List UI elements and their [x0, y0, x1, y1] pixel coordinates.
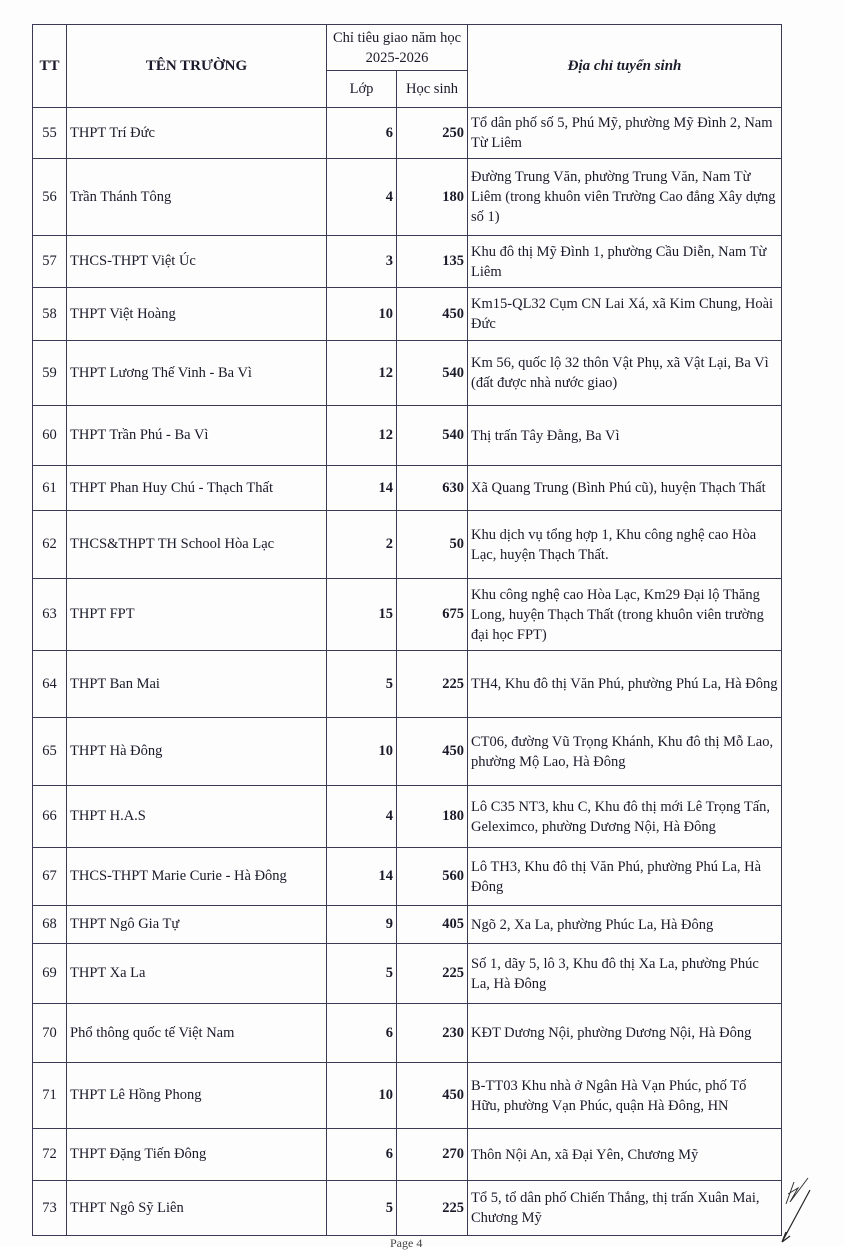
school-name: THPT Ngô Gia Tự: [67, 906, 327, 944]
header-classes: Lớp: [327, 71, 397, 108]
school-name: THPT Hà Đông: [67, 718, 327, 786]
student-count: 560: [397, 848, 468, 906]
school-name: Phổ thông quốc tế Việt Nam: [67, 1004, 327, 1063]
school-quota-table: [32, 24, 782, 1236]
student-count: 225: [397, 1181, 468, 1236]
table-row: [33, 944, 782, 1004]
class-count: 10: [327, 288, 397, 341]
student-count: 540: [397, 406, 468, 466]
table-row: [33, 511, 782, 579]
admission-address: CT06, đường Vũ Trọng Khánh, Khu đô thị Mỗ Lao, phường Mộ Lao, Hà Đông: [468, 718, 782, 786]
row-index: 68: [33, 906, 67, 944]
student-count: 225: [397, 651, 468, 718]
student-count: 230: [397, 1004, 468, 1063]
row-index: 69: [33, 944, 67, 1004]
admission-address: Đường Trung Văn, phường Trung Văn, Nam Từ Liêm (trong khuôn viên Trường Cao đẳng Xây dựng số 1): [468, 159, 782, 236]
table-row: [33, 718, 782, 786]
class-count: 6: [327, 1004, 397, 1063]
table-row: [33, 579, 782, 651]
class-count: 2: [327, 511, 397, 579]
header-address: Địa chỉ tuyển sinh: [468, 25, 782, 108]
admission-address: Thị trấn Tây Đằng, Ba Vì: [468, 406, 782, 466]
row-index: 71: [33, 1063, 67, 1129]
school-name: THCS-THPT Marie Curie - Hà Đông: [67, 848, 327, 906]
class-count: 14: [327, 466, 397, 511]
row-index: 63: [33, 579, 67, 651]
school-name: THPT Ngô Sỹ Liên: [67, 1181, 327, 1236]
table-row: [33, 1129, 782, 1181]
student-count: 630: [397, 466, 468, 511]
row-index: 61: [33, 466, 67, 511]
signature-mark-icon: [780, 1176, 830, 1246]
table-row: [33, 1004, 782, 1063]
class-count: 14: [327, 848, 397, 906]
table-row: [33, 1181, 782, 1236]
header-tt: TT: [33, 25, 67, 108]
table-row: [33, 848, 782, 906]
school-name: THPT Xa La: [67, 944, 327, 1004]
page-number: Page 4: [390, 1236, 423, 1250]
class-count: 6: [327, 1129, 397, 1181]
class-count: 4: [327, 159, 397, 236]
student-count: 135: [397, 236, 468, 288]
admission-address: Km15-QL32 Cụm CN Lai Xá, xã Kim Chung, Hoài Đức: [468, 288, 782, 341]
admission-address: Thôn Nội An, xã Đại Yên, Chương Mỹ: [468, 1129, 782, 1181]
school-name: THPT Trần Phú - Ba Vì: [67, 406, 327, 466]
row-index: 73: [33, 1181, 67, 1236]
school-name: THPT Lê Hồng Phong: [67, 1063, 327, 1129]
table-row: [33, 786, 782, 848]
student-count: 450: [397, 288, 468, 341]
row-index: 60: [33, 406, 67, 466]
admission-address: Ngõ 2, Xa La, phường Phúc La, Hà Đông: [468, 906, 782, 944]
class-count: 15: [327, 579, 397, 651]
class-count: 9: [327, 906, 397, 944]
table-row: [33, 108, 782, 159]
admission-address: Tổ 5, tổ dân phố Chiến Thắng, thị trấn Xuân Mai, Chương Mỹ: [468, 1181, 782, 1236]
header-school-name: TÊN TRƯỜNG: [67, 25, 327, 108]
row-index: 58: [33, 288, 67, 341]
student-count: 250: [397, 108, 468, 159]
row-index: 65: [33, 718, 67, 786]
table-row: [33, 341, 782, 406]
class-count: 5: [327, 944, 397, 1004]
student-count: 180: [397, 786, 468, 848]
admission-address: Km 56, quốc lộ 32 thôn Vật Phụ, xã Vật Lại, Ba Vì (đất được nhà nước giao): [468, 341, 782, 406]
school-name: THCS&THPT TH School Hòa Lạc: [67, 511, 327, 579]
class-count: 6: [327, 108, 397, 159]
row-index: 56: [33, 159, 67, 236]
admission-address: Lô C35 NT3, khu C, Khu đô thị mới Lê Trọng Tấn, Geleximco, phường Dương Nội, Hà Đông: [468, 786, 782, 848]
header-students: Học sinh: [397, 71, 468, 108]
class-count: 12: [327, 406, 397, 466]
class-count: 4: [327, 786, 397, 848]
school-name: THPT Lương Thế Vinh - Ba Vì: [67, 341, 327, 406]
class-count: 5: [327, 1181, 397, 1236]
class-count: 10: [327, 1063, 397, 1129]
admission-address: Số 1, dãy 5, lô 3, Khu đô thị Xa La, phường Phúc La, Hà Đông: [468, 944, 782, 1004]
row-index: 64: [33, 651, 67, 718]
table-row: [33, 406, 782, 466]
school-name: Trần Thánh Tông: [67, 159, 327, 236]
student-count: 50: [397, 511, 468, 579]
table-row: [33, 236, 782, 288]
row-index: 66: [33, 786, 67, 848]
row-index: 55: [33, 108, 67, 159]
class-count: 5: [327, 651, 397, 718]
admission-address: Xã Quang Trung (Bình Phú cũ), huyện Thạch Thất: [468, 466, 782, 511]
student-count: 270: [397, 1129, 468, 1181]
student-count: 450: [397, 1063, 468, 1129]
student-count: 225: [397, 944, 468, 1004]
student-count: 450: [397, 718, 468, 786]
class-count: 10: [327, 718, 397, 786]
student-count: 675: [397, 579, 468, 651]
row-index: 59: [33, 341, 67, 406]
table-row: [33, 651, 782, 718]
student-count: 540: [397, 341, 468, 406]
admission-address: Khu dịch vụ tổng hợp 1, Khu công nghệ cao Hòa Lạc, huyện Thạch Thất.: [468, 511, 782, 579]
table-row: [33, 288, 782, 341]
table-row: [33, 159, 782, 236]
school-name: THPT Trí Đức: [67, 108, 327, 159]
class-count: 3: [327, 236, 397, 288]
table-row: [33, 906, 782, 944]
admission-address: KĐT Dương Nội, phường Dương Nội, Hà Đông: [468, 1004, 782, 1063]
row-index: 62: [33, 511, 67, 579]
admission-address: B-TT03 Khu nhà ở Ngân Hà Vạn Phúc, phố Tố Hữu, phường Vạn Phúc, quận Hà Đông, HN: [468, 1063, 782, 1129]
header-quota-group: Chỉ tiêu giao năm học 2025-2026: [327, 25, 468, 71]
row-index: 72: [33, 1129, 67, 1181]
admission-address: Khu đô thị Mỹ Đình 1, phường Cầu Diễn, Nam Từ Liêm: [468, 236, 782, 288]
table-row: [33, 1063, 782, 1129]
table-body: [33, 108, 782, 1236]
student-count: 180: [397, 159, 468, 236]
admission-address: Khu công nghệ cao Hòa Lạc, Km29 Đại lộ Thăng Long, huyện Thạch Thất (trong khuôn viên trường đại học FPT): [468, 579, 782, 651]
admission-address: Lô TH3, Khu đô thị Văn Phú, phường Phú La, Hà Đông: [468, 848, 782, 906]
school-name: THPT Phan Huy Chú - Thạch Thất: [67, 466, 327, 511]
row-index: 67: [33, 848, 67, 906]
school-name: THPT H.A.S: [67, 786, 327, 848]
school-name: THPT Đặng Tiến Đông: [67, 1129, 327, 1181]
student-count: 405: [397, 906, 468, 944]
admission-address: Tổ dân phố số 5, Phú Mỹ, phường Mỹ Đình 2, Nam Từ Liêm: [468, 108, 782, 159]
school-name: THCS-THPT Việt Úc: [67, 236, 327, 288]
admission-address: TH4, Khu đô thị Văn Phú, phường Phú La, Hà Đông: [468, 651, 782, 718]
school-name: THPT Việt Hoàng: [67, 288, 327, 341]
table-row: [33, 466, 782, 511]
class-count: 12: [327, 341, 397, 406]
school-name: THPT Ban Mai: [67, 651, 327, 718]
school-name: THPT FPT: [67, 579, 327, 651]
row-index: 57: [33, 236, 67, 288]
row-index: 70: [33, 1004, 67, 1063]
